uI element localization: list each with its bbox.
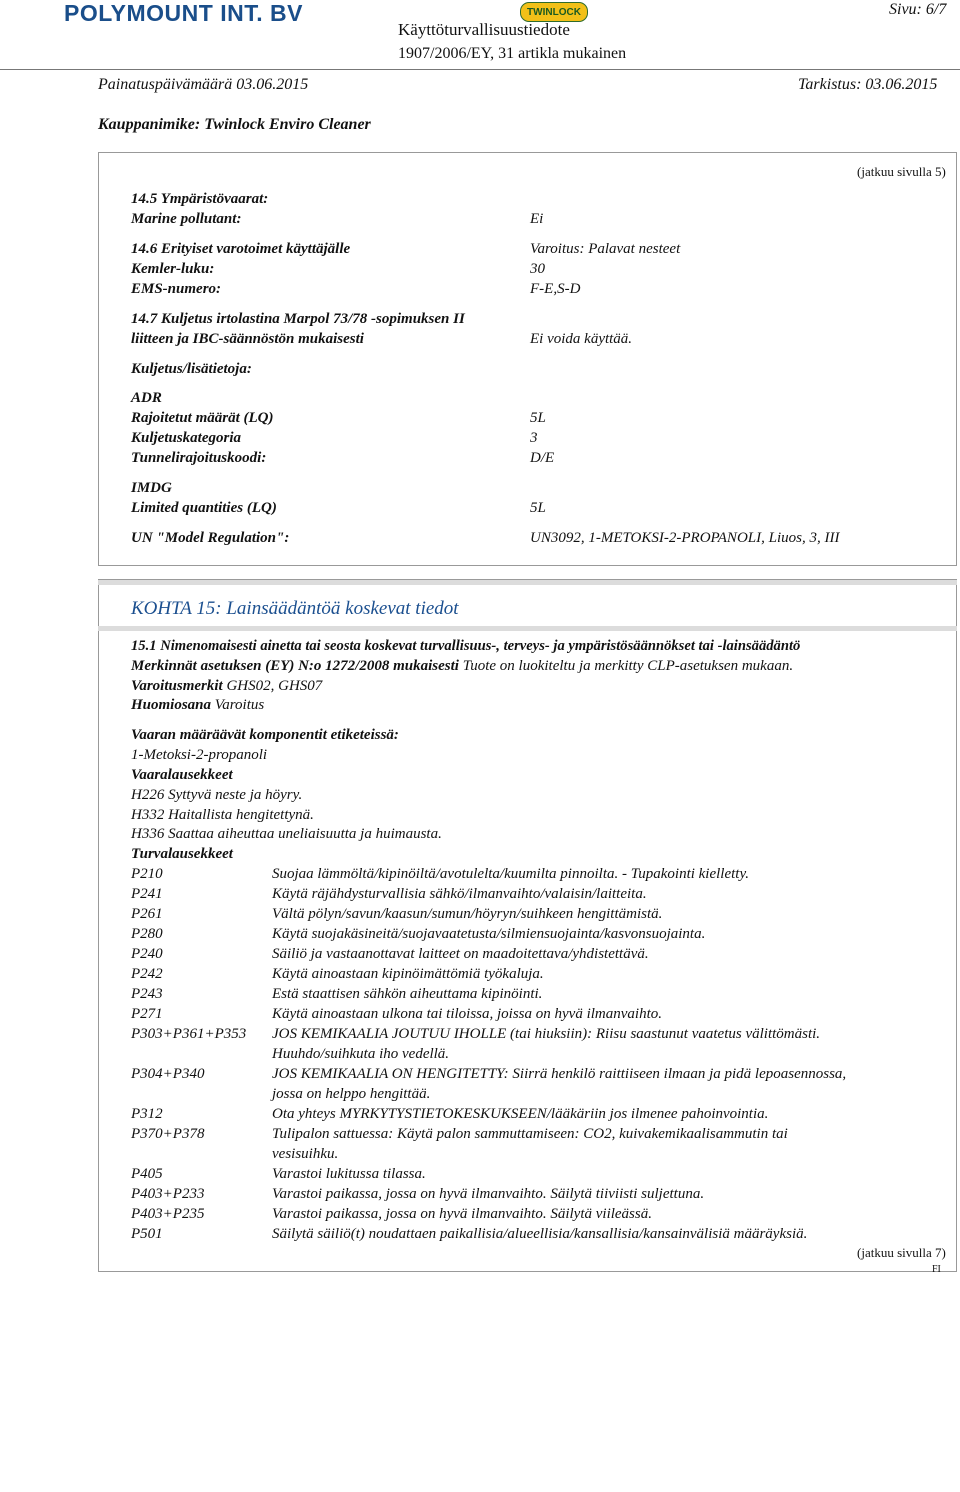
precaution-code: P242 xyxy=(131,966,163,982)
s147-heading-line1: 14.7 Kuljetus irtolastina Marpol 73/78 -sopimuksen II xyxy=(131,311,465,327)
labelling-bold: Merkinnät asetuksen (EY) N:o 1272/2008 mukaisesti xyxy=(131,658,459,674)
s146-heading: 14.6 Erityiset varotoimet käyttäjälle xyxy=(131,241,351,257)
signal-word-value: Varoitus xyxy=(211,697,265,713)
hazard-statement: H336 Saattaa aiheuttaa uneliaisuutta ja huimausta. xyxy=(131,826,442,842)
precaution-text: JOS KEMIKAALIA JOUTUU IHOLLE (tai hiuksiin): Riisu saastunut vaatetus välittömästi. xyxy=(272,1026,821,1042)
s147-heading-line2: liitteen ja IBC-säännöstön mukaisesti xyxy=(131,331,364,347)
precaution-text: Estä staattisen sähkön aiheuttama kipinöinti. xyxy=(272,986,543,1002)
imdg-lq-label: Limited quantities (LQ) xyxy=(131,500,277,516)
un-label: UN "Model Regulation": xyxy=(131,530,290,546)
precaution-text: Varastoi paikassa, jossa on hyvä ilmanvaihto. Säilytä viileässä. xyxy=(272,1206,652,1222)
header-divider xyxy=(0,69,960,70)
precaution-text: Käytä ainoastaan kipinöimättömiä työkaluja. xyxy=(272,966,544,982)
section-15-band-top xyxy=(98,580,957,585)
precaution-text: Vältä pölyn/savun/kaasun/sumun/höyryn/suihkeen hengittämistä. xyxy=(272,906,663,922)
precaution-code: P403+P233 xyxy=(131,1186,205,1202)
precaution-code: P210 xyxy=(131,866,163,882)
precaution-text: JOS KEMIKAALIA ON HENGITETTY: Siirrä henkilö raittiiseen ilmaan ja pidä lepoasennossa, xyxy=(272,1066,847,1082)
precaution-text: Säiliö ja vastaanottavat laitteet on maadoitettava/yhdistettävä. xyxy=(272,946,649,962)
polymount-logo xyxy=(64,0,303,26)
precaution-code: P304+P340 xyxy=(131,1066,205,1082)
pictograms-line xyxy=(131,678,322,695)
tunnel-value: D/E xyxy=(530,450,555,466)
pictograms-value: GHS02, GHS07 xyxy=(222,678,323,694)
precaution-code: P312 xyxy=(131,1106,163,1122)
category-value: 3 xyxy=(530,430,538,446)
doc-subtitle: 1907/2006/EY, 31 artikla mukainen xyxy=(398,45,627,62)
pictograms-label: Varoitusmerkit xyxy=(131,678,223,694)
category-label: Kuljetuskategoria xyxy=(131,430,242,446)
precaution-text-cont: Huuhdo/suihkuta iho vedellä. xyxy=(272,1046,450,1062)
language-code: FI xyxy=(932,1264,941,1275)
precaution-text-cont: vesisuihku. xyxy=(272,1146,339,1162)
hazard-statement: H226 Syttyvä neste ja höyry. xyxy=(131,787,303,803)
labelling-line xyxy=(131,658,793,675)
kemler-value: 30 xyxy=(530,261,545,277)
s145-heading: 14.5 Ympäristövaarat: xyxy=(131,191,269,207)
polymount-logo-text: POLYMOUNT INT. BV xyxy=(64,0,303,26)
precaution-code: P303+P361+P353 xyxy=(131,1026,247,1042)
page-number: Sivu: 6/7 xyxy=(889,1,947,18)
transport-info-label: Kuljetus/lisätietoja: xyxy=(131,361,252,377)
marine-label: Marine pollutant: xyxy=(131,211,242,227)
precaution-code: P271 xyxy=(131,1006,163,1022)
precaution-text: Ota yhteys MYRKYTYSTIETOKESKUKSEEN/lääkäriin jos ilmenee pahoinvointia. xyxy=(272,1106,769,1122)
continued-on: (jatkuu sivulla 7) xyxy=(857,1245,946,1260)
precaution-text: Varastoi paikassa, jossa on hyvä ilmanvaihto. Säilytä tiiviisti suljettuna. xyxy=(272,1186,705,1202)
precaution-code: P240 xyxy=(131,946,163,962)
s151-heading: 15.1 Nimenomaisesti ainetta tai seosta koskevat turvallisuus-, terveys- ja ympäristösäännökset tai -lainsäädäntö xyxy=(131,638,801,654)
precaution-code: P501 xyxy=(131,1226,163,1242)
hazard-statement: H332 Haitallista hengitettynä. xyxy=(131,807,314,823)
precaution-code: P405 xyxy=(131,1166,163,1182)
precaution-text: Tulipalon sattuessa: Käytä palon sammuttamiseen: CO2, kuivakemikaalisammutin tai xyxy=(272,1126,788,1142)
kemler-label: Kemler-luku: xyxy=(131,261,215,277)
hazard-heading: Vaaralausekkeet xyxy=(131,767,233,783)
precaution-text: Käytä ainoastaan ulkona tai tiloissa, joissa on hyvä ilmanvaihto. xyxy=(272,1006,662,1022)
components-heading: Vaaran määräävät komponentit etiketeissä: xyxy=(131,727,399,743)
precaution-text-cont: jossa on helppo hengittää. xyxy=(272,1086,431,1102)
tunnel-label: Tunnelirajoituskoodi: xyxy=(131,450,267,466)
precaution-text: Säilytä säiliö(t) noudattaen paikallisia/alueellisia/kansallisia/kansainvälisiä määräyksiä. xyxy=(272,1226,808,1242)
un-value: UN3092, 1-METOKSI-2-PROPANOLI, Liuos, 3, III xyxy=(530,530,840,546)
section-15-band-bottom xyxy=(98,626,957,631)
component-name: 1-Metoksi-2-propanoli xyxy=(131,747,268,763)
twinlock-logo-text: TWINLOCK xyxy=(527,6,581,18)
imdg-lq-value: 5L xyxy=(530,500,546,516)
imdg-label: IMDG xyxy=(131,480,172,496)
precaution-text: Käytä suojakäsineitä/suojavaatetusta/silmiensuojainta/kasvonsuojainta. xyxy=(272,926,706,942)
twinlock-logo xyxy=(520,2,588,22)
precaution-code: P261 xyxy=(131,906,163,922)
s146-value: Varoitus: Palavat nesteet xyxy=(530,241,681,257)
precaution-heading: Turvalausekkeet xyxy=(131,846,233,862)
lq-value: 5L xyxy=(530,410,546,426)
lq-label: Rajoitetut määrät (LQ) xyxy=(131,410,274,426)
precaution-code: P403+P235 xyxy=(131,1206,205,1222)
precaution-text: Suojaa lämmöltä/kipinöiltä/avotulelta/kuumilta pinnoilta. - Tupakointi kielletty. xyxy=(272,866,750,882)
ems-label: EMS-numero: xyxy=(131,281,222,297)
precaution-code: P243 xyxy=(131,986,163,1002)
marine-value: Ei xyxy=(530,211,544,227)
precaution-code: P280 xyxy=(131,926,163,942)
revision-date: Tarkistus: 03.06.2015 xyxy=(798,76,938,93)
s147-value: Ei voida käyttää. xyxy=(530,331,633,347)
adr-label: ADR xyxy=(131,390,162,406)
precaution-text: Varastoi lukitussa tilassa. xyxy=(272,1166,426,1182)
trade-name: Kauppanimike: Twinlock Enviro Cleaner xyxy=(98,116,371,133)
print-date: Painatuspäivämäärä 03.06.2015 xyxy=(98,76,309,93)
ems-value: F-E,S-D xyxy=(530,281,581,297)
labelling-text: Tuote on luokiteltu ja merkitty CLP-asetuksen mukaan. xyxy=(458,658,794,674)
precaution-text: Käytä räjähdysturvallisia sähkö/ilmanvaihto/valaisin/laitteita. xyxy=(272,886,647,902)
section-15-title: KOHTA 15: Lainsäädäntöä koskevat tiedot xyxy=(131,598,459,619)
precaution-code: P241 xyxy=(131,886,163,902)
signal-word-line xyxy=(131,697,264,714)
doc-title: Käyttöturvallisuustiedote xyxy=(398,20,570,39)
continued-from: (jatkuu sivulla 5) xyxy=(857,164,946,179)
precaution-code: P370+P378 xyxy=(131,1126,205,1142)
signal-word-label: Huomiosana xyxy=(131,697,212,713)
